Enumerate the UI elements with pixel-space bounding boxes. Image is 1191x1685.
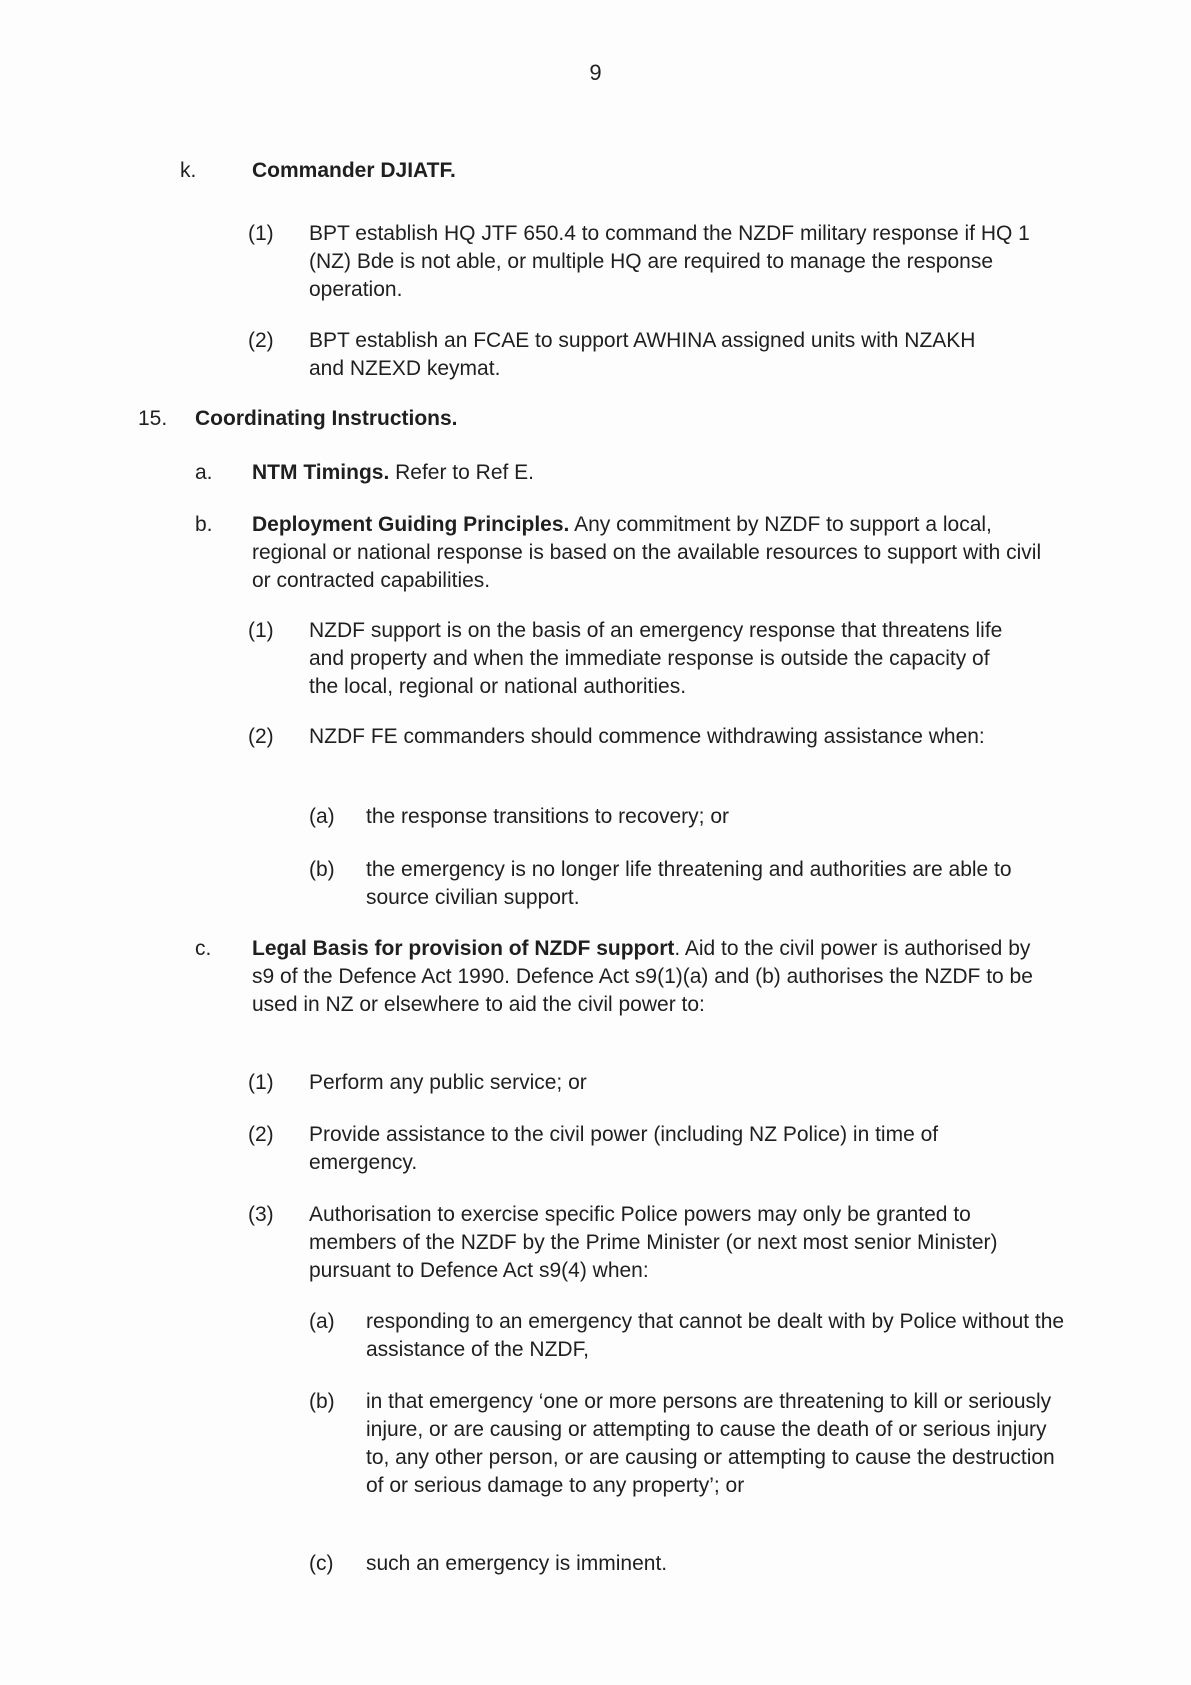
para-15-heading — [195, 405, 995, 433]
para-b2b-label: (b) — [309, 858, 335, 881]
para-c-heading: Legal Basis for provision of NZDF support — [252, 937, 675, 960]
para-a-heading: NTM Timings. — [252, 461, 390, 484]
para-c-text — [252, 935, 1052, 1019]
para-c3b-label: (b) — [309, 1390, 335, 1413]
para-c-label: c. — [195, 937, 212, 960]
page-number: 9 — [589, 60, 602, 85]
para-b-text — [252, 511, 1062, 595]
para-k1-label: (1) — [248, 222, 274, 245]
para-c2-label: (2) — [248, 1123, 274, 1146]
para-c1-label: (1) — [248, 1071, 274, 1094]
para-c-body: . Aid to the civil power is authorised by s9 of the Defence Act 1990. Defence Act s9(1)(a) and (b) authorises the NZDF to be used in NZ or elsewhere to aid the civil power to: — [252, 937, 1033, 1016]
para-c3a-label: (a) — [309, 1310, 335, 1333]
para-a-text — [252, 459, 1052, 487]
para-k2-text: BPT establish an FCAE to support AWHINA assigned units with NZAKH and NZEXD keymat. — [309, 329, 976, 380]
para-b2-text: NZDF FE commanders should commence withdrawing assistance when: — [309, 725, 985, 748]
para-c3c-label: (c) — [309, 1552, 334, 1575]
para-k-heading-text: Commander DJIATF. — [252, 159, 456, 182]
para-b2a-text: the response transitions to recovery; or — [366, 805, 730, 828]
para-15-heading-text: Coordinating Instructions. — [195, 407, 458, 430]
para-b2-label: (2) — [248, 725, 274, 748]
para-a-label: a. — [195, 461, 213, 484]
para-c2-text: Provide assistance to the civil power (including NZ Police) in time of emergency. — [309, 1123, 939, 1174]
para-b-heading: Deployment Guiding Principles. — [252, 513, 570, 536]
para-c3-label: (3) — [248, 1203, 274, 1226]
para-15-label: 15. — [138, 407, 168, 430]
para-k-heading — [252, 157, 1052, 185]
para-b2b-text: the emergency is no longer life threatening and authorities are able to source civilian support. — [366, 858, 1012, 909]
para-c3a-text: responding to an emergency that cannot be dealt with by Police without the assistance of the NZDF, — [366, 1310, 1065, 1361]
para-a-body: Refer to Ref E. — [389, 461, 535, 484]
para-k1-text: BPT establish HQ JTF 650.4 to command the NZDF military response if HQ 1 (NZ) Bde is not able, or multiple HQ are required to manage the response operation. — [309, 222, 1030, 301]
para-k2-label: (2) — [248, 329, 274, 352]
para-k-label: k. — [180, 159, 197, 182]
para-b1-text: NZDF support is on the basis of an emergency response that threatens life and property and when the immediate response is outside the capacity of the local, regional or national authorities. — [309, 619, 1003, 698]
para-c3-text: Authorisation to exercise specific Police powers may only be granted to members of the NZDF by the Prime Minister (or next most senior Minister) pursuant to Defence Act s9(4) when: — [309, 1203, 998, 1282]
para-b-body: Any commitment by NZDF to support a local, regional or national response is based on the available resources to support with civil or contracted capabilities. — [252, 513, 1042, 592]
para-b2a-label: (a) — [309, 805, 335, 828]
para-b-label: b. — [195, 513, 213, 536]
para-c3b-text: in that emergency ‘one or more persons are threatening to kill or seriously injure, or are causing or attempting to cause the death of or serious injury to, any other person, or are causing or attempting to cause the destruction of or serious damage to any property’; or — [366, 1390, 1055, 1497]
para-c3c-text: such an emergency is imminent. — [366, 1552, 668, 1575]
para-b1-label: (1) — [248, 619, 274, 642]
para-c1-text: Perform any public service; or — [309, 1071, 587, 1094]
